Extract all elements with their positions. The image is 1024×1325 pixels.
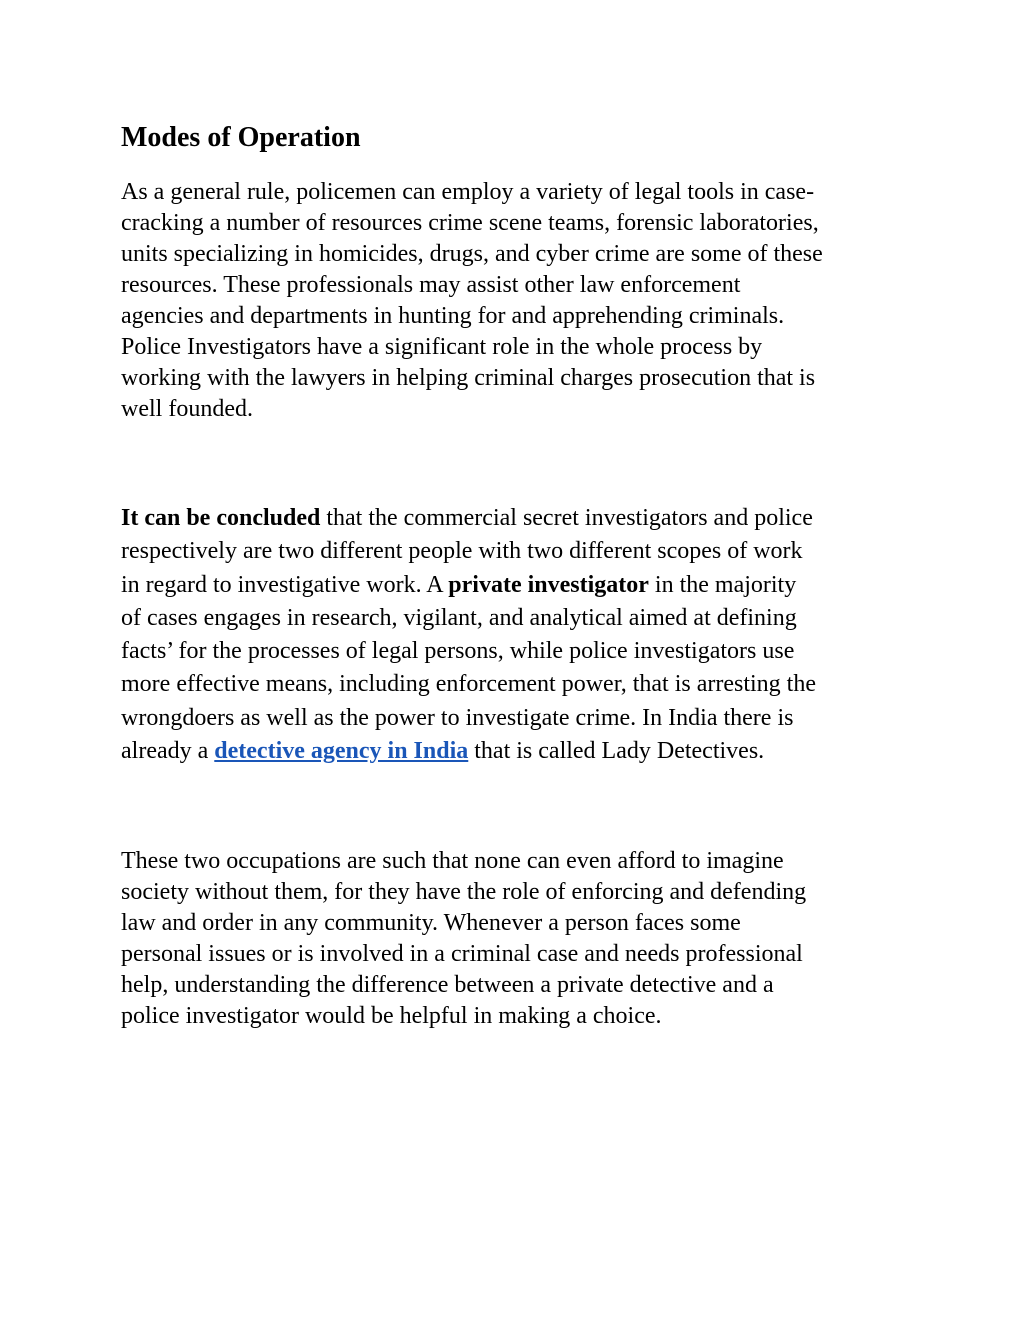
paragraph-modes-of-operation — [121, 177, 921, 425]
section-heading: Modes of Operation — [121, 122, 361, 153]
text-line: society without them, for they have the role of enforcing and defending — [121, 879, 807, 905]
bold-phrase-it-can-be-concluded: It can be concluded — [121, 505, 321, 531]
paragraph-conclusion — [121, 502, 921, 768]
text-line: agencies and departments in hunting for and apprehending criminals. — [121, 303, 785, 329]
text-line: As a general rule, policemen can employ a variety of legal tools in case- — [121, 179, 815, 205]
text-line: personal issues or is involved in a criminal case and needs professional — [121, 941, 803, 967]
text-line: law and order in any community. Whenever a person faces some — [121, 910, 741, 936]
text-run: in regard to investigative work. A — [121, 571, 449, 598]
text-line: units specializing in homicides, drugs, and cyber crime are some of these — [121, 241, 823, 267]
text-run: already a — [121, 738, 215, 765]
text-line — [121, 735, 921, 768]
text-run: that the commercial secret investigators and police — [320, 505, 813, 531]
text-line: well founded. — [121, 396, 253, 422]
text-line — [121, 569, 921, 602]
text-line: of cases engages in research, vigilant, and analytical aimed at defining — [121, 604, 797, 631]
text-line: cracking a number of resources crime scene teams, forensic laboratories, — [121, 210, 819, 236]
text-line — [121, 502, 921, 535]
text-line: resources. These professionals may assist other law enforcement — [121, 272, 741, 298]
text-line: police investigator would be helpful in making a choice. — [121, 1003, 662, 1029]
text-line: These two occupations are such that none can even afford to imagine — [121, 848, 784, 874]
text-run: in the majority — [648, 571, 797, 598]
text-run: that is called Lady Detectives. — [468, 738, 765, 765]
text-line: wrongdoers as well as the power to investigate crime. In India there is — [121, 704, 794, 731]
bold-phrase-private-investigator: private investigator — [448, 571, 649, 598]
detective-agency-link[interactable]: detective agency in India — [214, 738, 469, 765]
text-line: working with the lawyers in helping criminal charges prosecution that is — [121, 365, 816, 391]
text-line: more effective means, including enforcement power, that is arresting the — [121, 671, 817, 698]
paragraph-occupations — [121, 846, 921, 1032]
text-line: facts’ for the processes of legal persons, while police investigators use — [121, 638, 795, 665]
text-line: help, understanding the difference between a private detective and a — [121, 972, 774, 998]
text-line: respectively are two different people with two different scopes of work — [121, 538, 803, 565]
text-line: Police Investigators have a significant role in the whole process by — [121, 334, 763, 360]
